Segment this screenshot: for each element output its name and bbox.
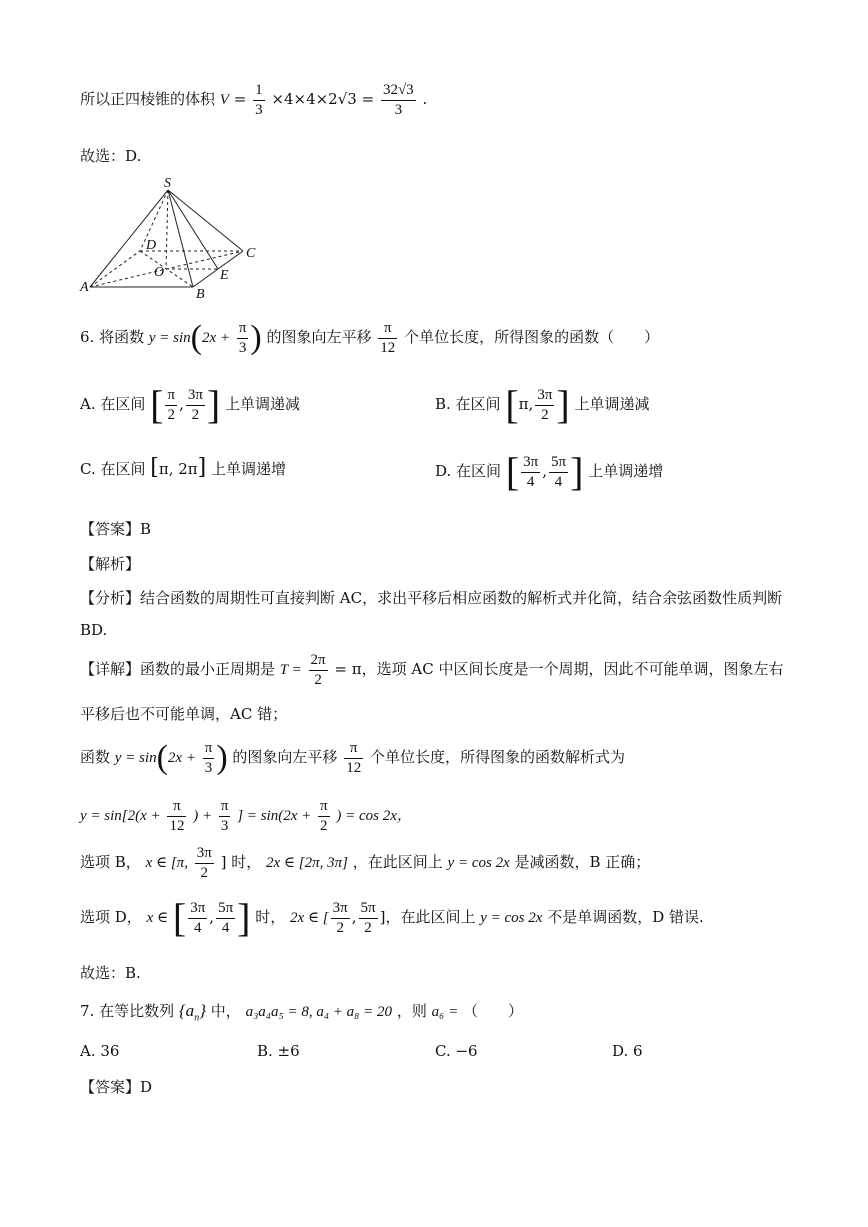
q7-answer: 【答案】D — [80, 1078, 153, 1096]
q6-detail-3: 函数 y = sin(2x + $\frac{\pi}{3}$ ) 的图象向左平移 $\frac{\pi}{12}$ 个单位长度，所得图象的函数解析式为 — [80, 739, 626, 776]
q7-option-c[interactable]: C. −6 — [435, 1042, 478, 1060]
label-S: S — [164, 176, 171, 191]
fraction: $\frac{32√3}{3}$ — [382, 82, 414, 118]
q7-option-d[interactable]: D. 6 — [612, 1042, 643, 1060]
fraction: $\frac{1}{3}$ — [255, 82, 263, 118]
answer-prev: 故选：D. — [80, 147, 142, 165]
q6-fenxi-cont: BD. — [80, 621, 108, 639]
q6-stem: 6. 将函数 y = sin(2x + $\frac{\pi}{3}$ ) 的图象向左平移 $\frac{\pi}{12}$ 个单位长度，所得图象的函数（ ） — [80, 319, 660, 356]
q6-detail-2: 平移后也不可能单调，AC 错； — [80, 705, 288, 723]
q6-detail-5: 选项 B， x ∈ [π, $\frac{3\pi}{2}$ ] 时， 2x ∈ [2π, 3π] ，在此区间上 y = cos 2x 是减函数，B 正确； — [80, 845, 651, 881]
label-D: D — [146, 238, 157, 253]
q6-fenxi: 【分析】结合函数的周期性可直接判断 AC，求出平移后相应函数的解析式并化简，结合余弦函数性质判断 — [80, 589, 783, 607]
q6-option-d[interactable]: D. 在区间 [ $\frac{3\pi}{4}$ , $\frac{5\pi}{4}$ ] 上单调递增 — [435, 449, 664, 494]
pyramid-diagram — [78, 175, 278, 300]
q6-answer: 【答案】B — [80, 520, 152, 538]
q7-stem: 7. 在等比数列 $\{a_n\}$ 中， a₃a₄a₅ = 8, a₄ + a₈ = 20 ，则 a₆ = （ ） — [80, 1001, 523, 1024]
label-B: B — [196, 287, 205, 300]
volume-line: 所以正四棱锥的体积 V = $\frac{1}{3}$ ×4×4×2√3 = $\frac{32√3}{3}$ . — [80, 82, 428, 118]
q6-option-a[interactable]: A. 在区间 [ $\frac{\pi}{2}$ , $\frac{3\pi}{2}$ ] 上单调递减 — [80, 382, 301, 427]
label-C: C — [246, 246, 256, 261]
q6-jiexi: 【解析】 — [80, 555, 141, 573]
q6-detail-4: y = sin[2(x + $\frac{\pi}{12}$ ) + $\frac{\pi}{3}$ ] = sin(2x + $\frac{\pi}{2}$ ) = cos 2x， — [80, 798, 412, 834]
label-O: O — [154, 265, 165, 280]
q6-select: 故选：B. — [80, 964, 141, 982]
label-E: E — [220, 268, 229, 283]
q7-option-a[interactable]: A. 36 — [80, 1042, 120, 1060]
label-A: A — [80, 280, 89, 295]
q6-option-c[interactable]: C. 在区间 [π, 2π] 上单调递增 — [80, 455, 287, 480]
q6-option-b[interactable]: B. 在区间 [π, $\frac{3\pi}{2}$ ] 上单调递减 — [435, 382, 650, 427]
q6-detail-6: 选项 D， x ∈ [ $\frac{3\pi}{4}$ , $\frac{5\pi}{4}$ ] 时， 2x ∈ [ $\frac{3\pi}{2}$ , $\frac{5\pi}{2}$ ]，在此区间上 y = cos 2x 不是单调函数，D 错误. — [80, 895, 704, 940]
q6-detail-1: 【详解】函数的最小正周期是 T = $\frac{2\pi}{2}$ = π，选项 AC 中区间长度是一个周期，因此不可能单调，图象左右 — [80, 652, 784, 688]
q7-option-b[interactable]: B. ±6 — [257, 1042, 300, 1060]
